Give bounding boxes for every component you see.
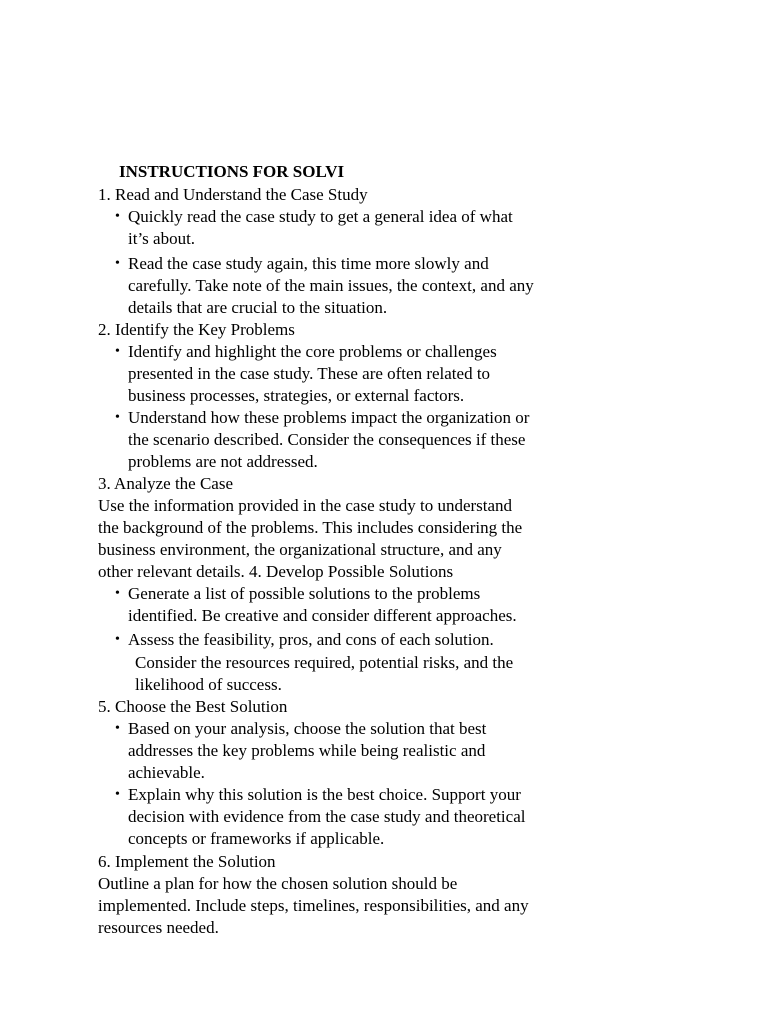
text-line: Explain why this solution is the best choice. Support your bbox=[128, 785, 521, 804]
text-line: the scenario described. Consider the consequences if these bbox=[128, 430, 526, 449]
text-line: decision with evidence from the case study and theoretical bbox=[128, 807, 526, 826]
text-line: business processes, strategies, or external factors. bbox=[128, 386, 465, 405]
text-line: likelihood of success. bbox=[135, 675, 282, 694]
text-line: problems are not addressed. bbox=[128, 452, 318, 471]
text-line: Assess the feasibility, pros, and cons of each solution. bbox=[128, 630, 494, 649]
text-line: Read the case study again, this time more slowly and bbox=[128, 254, 489, 273]
bullet-marker: • bbox=[115, 787, 120, 802]
section-heading-1: 1. Read and Understand the Case Study bbox=[98, 185, 368, 204]
text-line: Generate a list of possible solutions to the problems bbox=[128, 584, 481, 603]
text-line: carefully. Take note of the main issues, the context, and any bbox=[128, 276, 534, 295]
section-heading-6: 6. Implement the Solution bbox=[98, 852, 276, 871]
text-line: Outline a plan for how the chosen solution should be bbox=[98, 874, 458, 893]
text-line: other relevant details. 4. Develop Possible Solutions bbox=[98, 562, 454, 581]
bullet-marker: • bbox=[115, 586, 120, 601]
document-title: INSTRUCTIONS FOR SOLVI bbox=[119, 162, 345, 181]
text-line: Use the information provided in the case study to understand bbox=[98, 496, 513, 515]
text-line: the background of the problems. This includes considering the bbox=[98, 518, 523, 537]
text-line: details that are crucial to the situation. bbox=[128, 298, 388, 317]
text-line: Quickly read the case study to get a general idea of what bbox=[128, 207, 513, 226]
text-line: Based on your analysis, choose the solution that best bbox=[128, 719, 487, 738]
text-line: Understand how these problems impact the organization or bbox=[128, 408, 530, 427]
section-heading-3: 3. Analyze the Case bbox=[98, 474, 234, 493]
text-line: addresses the key problems while being realistic and bbox=[128, 741, 486, 760]
text-line: Identify and highlight the core problems or challenges bbox=[128, 342, 497, 361]
text-line: achievable. bbox=[128, 763, 205, 782]
text-line: it’s about. bbox=[128, 229, 196, 248]
bullet-marker: • bbox=[115, 721, 120, 736]
bullet-marker: • bbox=[115, 632, 120, 647]
bullet-marker: • bbox=[115, 209, 120, 224]
text-line: business environment, the organizational structure, and any bbox=[98, 540, 502, 559]
text-line: identified. Be creative and consider different approaches. bbox=[128, 606, 517, 625]
bullet-marker: • bbox=[115, 256, 120, 271]
section-heading-2: 2. Identify the Key Problems bbox=[98, 320, 295, 339]
bullet-marker: • bbox=[115, 344, 120, 359]
bullet-marker: • bbox=[115, 410, 120, 425]
text-line: presented in the case study. These are often related to bbox=[128, 364, 491, 383]
text-line: implemented. Include steps, timelines, responsibilities, and any bbox=[98, 896, 529, 915]
text-line: resources needed. bbox=[98, 918, 219, 937]
text-line: Consider the resources required, potential risks, and the bbox=[135, 653, 514, 672]
text-line: concepts or frameworks if applicable. bbox=[128, 829, 385, 848]
section-heading-5: 5. Choose the Best Solution bbox=[98, 697, 288, 716]
